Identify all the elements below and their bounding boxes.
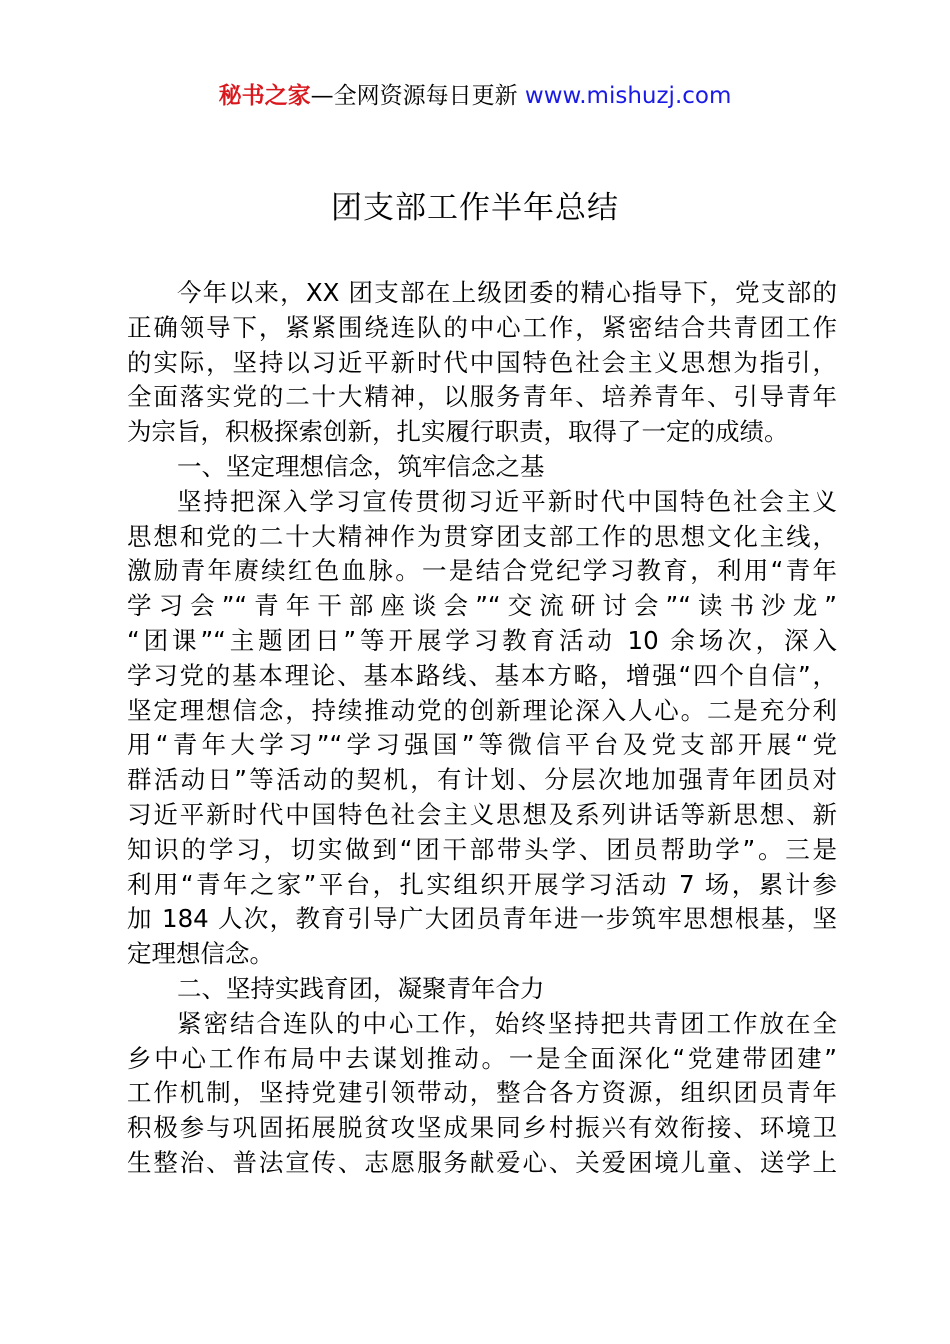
text-line: 的实际，坚持以习近平新时代中国特色社会主义思想为指引， (127, 347, 837, 377)
text-line: 加 184 人次，教育引导广大团员青年进一步筑牢思想根基，坚 (127, 904, 837, 934)
text-line: 坚定理想信念，持续推动党的创新理论深入人心。二是充分利 (127, 695, 837, 725)
text-line: 乡中心工作布局中去谋划推动。一是全面深化“党建带团建” (127, 1043, 837, 1073)
text-line: 用“青年大学习”“学习强国”等微信平台及党支部开展“党 (127, 730, 837, 760)
header-slogan: —全网资源每日更新 (310, 83, 525, 109)
text-line: 积极参与巩固拓展脱贫攻坚成果同乡村振兴有效衔接、环境卫 (127, 1113, 837, 1143)
text-line: 坚持把深入学习宣传贯彻习近平新时代中国特色社会主义 (177, 486, 837, 516)
text-line: 学习会”“青年干部座谈会”“交流研讨会”“读书沙龙” (127, 591, 837, 621)
text-line: 工作机制，坚持党建引领带动，整合各方资源，组织团员青年 (127, 1078, 837, 1108)
document-title: 团支部工作半年总结 (331, 190, 619, 226)
text-line: 二、坚持实践育团，凝聚青年合力 (177, 973, 545, 1003)
text-line: 学习党的基本理论、基本路线、基本方略，增强“四个自信”， (127, 660, 837, 690)
text-line: 知识的学习，切实做到“团干部带头学、团员帮助学”。三是 (127, 834, 837, 864)
text-line: 思想和党的二十大精神作为贯穿团支部工作的思想文化主线， (127, 521, 837, 551)
text-line: 群活动日”等活动的契机，有计划、分层次地加强青年团员对 (127, 765, 837, 795)
text-line: 利用“青年之家”平台，扎实组织开展学习活动 7 场，累计参 (127, 869, 837, 899)
text-line: 生整治、普法宣传、志愿服务献爱心、关爱困境儿童、送学上 (127, 1147, 837, 1177)
document-body (127, 276, 837, 1181)
text-line: 紧密结合连队的中心工作，始终坚持把共青团工作放在全 (177, 1008, 837, 1038)
site-url-link[interactable]: www.mishuzj.com (524, 83, 732, 109)
text-line: 为宗旨，积极探索创新，扎实履行职责，取得了一定的成绩。 (127, 417, 789, 447)
site-header (0, 80, 950, 112)
text-line: 今年以来，XX 团支部在上级团委的精心指导下，党支部的 (177, 278, 837, 307)
text-line: 全面落实党的二十大精神，以服务青年、培养青年、引导青年 (127, 382, 837, 412)
text-line: 激励青年赓续红色血脉。一是结合党纪学习教育，利用“青年 (127, 556, 837, 586)
text-line: 定理想信念。 (127, 939, 274, 969)
text-line: 习近平新时代中国特色社会主义思想及系列讲话等新思想、新 (127, 799, 837, 829)
brand-name: 秘书之家 (218, 83, 311, 109)
text-line: 正确领导下，紧紧围绕连队的中心工作，紧密结合共青团工作 (127, 312, 837, 342)
text-line: “团课”“主题团日”等开展学习教育活动 10 余场次，深入 (127, 625, 837, 655)
text-line: 一、坚定理想信念，筑牢信念之基 (177, 451, 545, 481)
